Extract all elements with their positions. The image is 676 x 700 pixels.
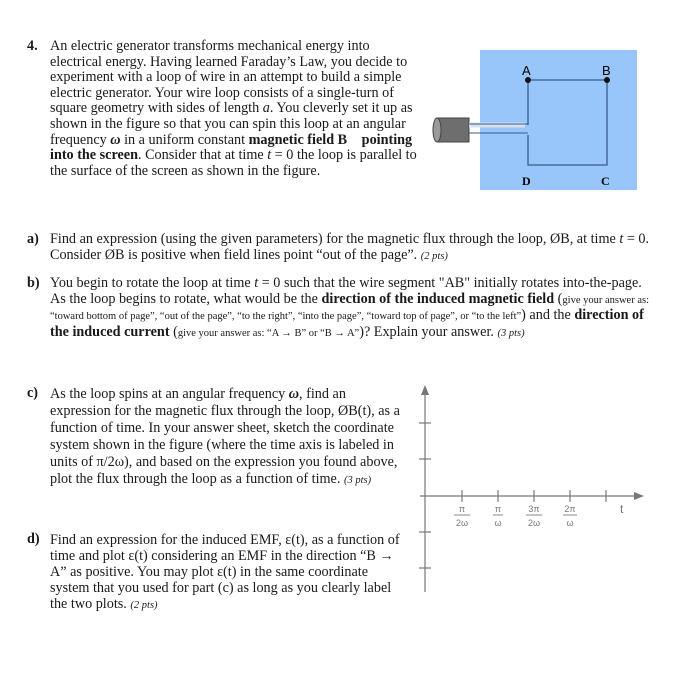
- part-b: [27, 276, 657, 341]
- text: = 0. Consider ØB is positive when field lines point “out of the page”.: [50, 231, 650, 263]
- generator-figure: [425, 45, 645, 195]
- var-t: t: [619, 231, 624, 247]
- text: = 0 the loop is parallel to the surface of the screen as shown in the figure.: [50, 147, 417, 179]
- part-label: a): [27, 231, 39, 247]
- points: (3 pts): [497, 327, 525, 339]
- text: )? Explain your answer.: [359, 323, 498, 340]
- var-t: t: [267, 147, 272, 164]
- tick-label-den: 2ω: [455, 518, 469, 528]
- small-text: give your answer as: “toward bottom of page”, “out of the page”, “to the right”, “into the page”, “toward top of page”, or “to the left”: [50, 294, 650, 323]
- bold-text: direction of the induced magnetic field: [321, 290, 555, 307]
- text: in a uniform constant: [120, 131, 249, 148]
- t-axis-label: t: [620, 502, 624, 516]
- text: An electric generator transforms mechanical energy into electrical energy. Having learned Faraday’s Law, you decide to experiment with a loop of wire in an attempt to build a simple electric generator. Your wire loop consists of a single-turn of square geometry with sides of length: [50, 38, 408, 117]
- text: (: [169, 323, 178, 340]
- part-c: [27, 386, 407, 489]
- tick-label-num: π: [458, 504, 466, 514]
- tick-label-den: 2ω: [527, 518, 541, 528]
- part-label: c): [27, 385, 39, 401]
- part-d: [27, 532, 407, 614]
- tick-label-num: 3π: [528, 504, 540, 514]
- x-axis-arrow: [634, 492, 644, 500]
- points: (2 pts): [420, 250, 448, 262]
- question-number: 4.: [27, 38, 38, 54]
- motor-end: [433, 118, 441, 142]
- text: You begin to rotate the loop at time: [50, 275, 255, 291]
- tick-label-den: ω: [566, 518, 574, 528]
- points: (2 pts): [130, 600, 158, 611]
- var-omega: ω: [110, 131, 121, 148]
- points: (3 pts): [343, 475, 372, 486]
- var-a: a: [262, 100, 270, 117]
- tick-label-den: ω: [494, 518, 502, 528]
- question-4-text: [50, 39, 417, 179]
- text: . Consider that at time: [138, 147, 268, 164]
- tick-label-num: π: [494, 504, 502, 514]
- text: = 0 such that the wire segment "AB" initially rotates into-the-page. As the loop begins to rotate, what would be the: [50, 275, 642, 307]
- part-label: b): [27, 275, 40, 291]
- screen-background: [480, 50, 637, 190]
- text: As the loop spins at an angular frequency: [50, 386, 289, 402]
- bold-text: magnetic field B⃗ pointing into the screen: [50, 131, 413, 164]
- text: (: [554, 290, 563, 307]
- text: , find an expression for the magnetic flux through the loop, ØB(t), as a function of time. In your answer sheet, sketch the coordinate system shown in the figure (where the time axis is labeled in units of π/2ω), and based on the expression you found above, plot the flux through the loop as a function of time.: [50, 386, 400, 487]
- label-b: B: [602, 63, 611, 78]
- text: Find an expression for the induced EMF, ε(t), as a function of time and plot ε(t) considering an EMF in the direction “B → A” as positive. You may plot ε(t) in the same coordinate system that you used for part (c) as long as you clearly label the two plots.: [50, 532, 400, 612]
- label-d: D: [522, 174, 531, 188]
- var-t: t: [254, 275, 259, 291]
- label-a: A: [522, 63, 531, 78]
- text: ) and the: [521, 307, 575, 324]
- text: . You cleverly set it up as shown in the figure so that you can spin this loop at an angular frequency: [50, 100, 413, 148]
- label-c: C: [601, 174, 610, 188]
- y-axis-arrow: [421, 385, 429, 395]
- tick-label-num: 2π: [564, 504, 576, 514]
- var-omega: ω: [288, 386, 300, 402]
- question-4: [27, 39, 417, 179]
- part-a: [27, 232, 657, 264]
- text: Find an expression (using the given parameters) for the magnetic flux through the loop, ØB, at time: [50, 231, 620, 247]
- small-text: give your answer as: “A → B” or “B → A”: [177, 327, 360, 339]
- part-label: d): [27, 531, 40, 547]
- bold-text: direction of the induced current: [50, 307, 644, 340]
- motor-body: [437, 118, 469, 142]
- coordinate-graph: [410, 380, 660, 600]
